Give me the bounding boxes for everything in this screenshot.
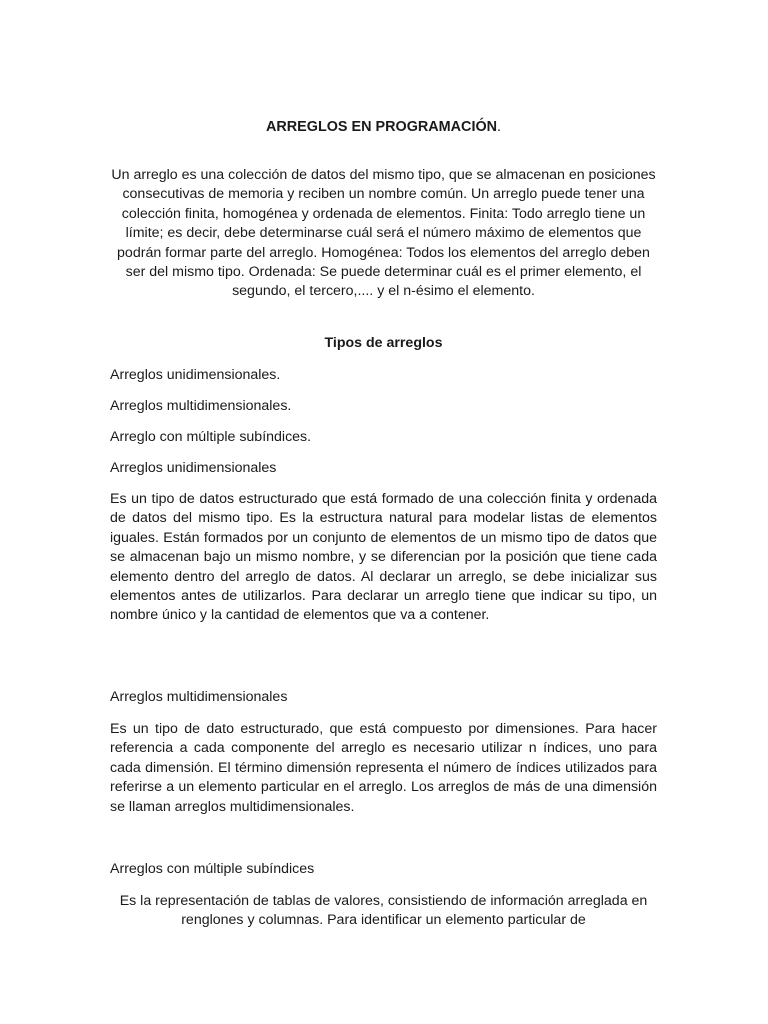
section-body-unidimensional: Es un tipo de datos estructurado que está formado de una colección finita y ordenada de datos del mismo tipo. Es la estructura natural para modelar listas de elementos iguales. Están formados por un conjunto de elementos de un mismo tipo de datos que se almacenan bajo un mismo nombre, y se diferencian por la posición que tiene cada elemento dentro del arreglo de datos. Al declarar un arreglo, se debe inicializar sus elementos antes de utilizarlos. Para declarar un arreglo tiene que indicar su tipo, un nombre único y la cantidad de elementos que va a contener.: [110, 491, 657, 624]
types-list-item: Arreglos unidimensionales.: [110, 367, 281, 383]
intro-paragraph: Un arreglo es una colección de datos del mismo tipo, que se almacenan en posiciones consecutivas de memoria y reciben un nombre común. Un arreglo puede tener una colección finita, homogénea y ordenada de elementos. Finita: Todo arreglo tiene un límite; es decir, debe determinarse cuál será el número máximo de elementos que podrán formar parte del arreglo. Homogénea: Todos los elementos del arreglo deben ser del mismo tipo. Ordenada: Se puede determinar cuál es el primer elemento, el segundo, el tercero,.... y el n-ésimo el elemento.: [111, 167, 656, 300]
section-heading-subindices: Arreglos con múltiple subíndices: [110, 861, 315, 877]
types-list-item: Arreglos multidimensionales.: [110, 398, 292, 414]
section-heading-unidimensional: Arreglos unidimensionales: [110, 460, 277, 476]
types-heading: Tipos de arreglos: [324, 335, 443, 351]
types-list-item: Arreglo con múltiple subíndices.: [110, 429, 312, 445]
section-body-subindices: Es la representación de tablas de valores, consistiendo de información arreglada en renglones y columnas. Para identificar un elemento particular de: [119, 893, 648, 929]
section-body-multidimensional: Es un tipo de dato estructurado, que está compuesto por dimensiones. Para hacer referencia a cada componente del arreglo es necesario utilizar n índices, uno para cada dimensión. El término dimensión representa el número de índices utilizados para referirse a un elemento particular en el arreglo. Los arreglos de más de una dimensión se llaman arreglos multidimensionales.: [110, 721, 657, 815]
document-title-text: ARREGLOS EN PROGRAMACIÓN: [265, 119, 498, 135]
document-title-suffix: .: [497, 119, 502, 135]
document-title: [110, 118, 657, 137]
document-page: [110, 0, 657, 1024]
section-heading-multidimensional: Arreglos multidimensionales: [110, 689, 288, 705]
